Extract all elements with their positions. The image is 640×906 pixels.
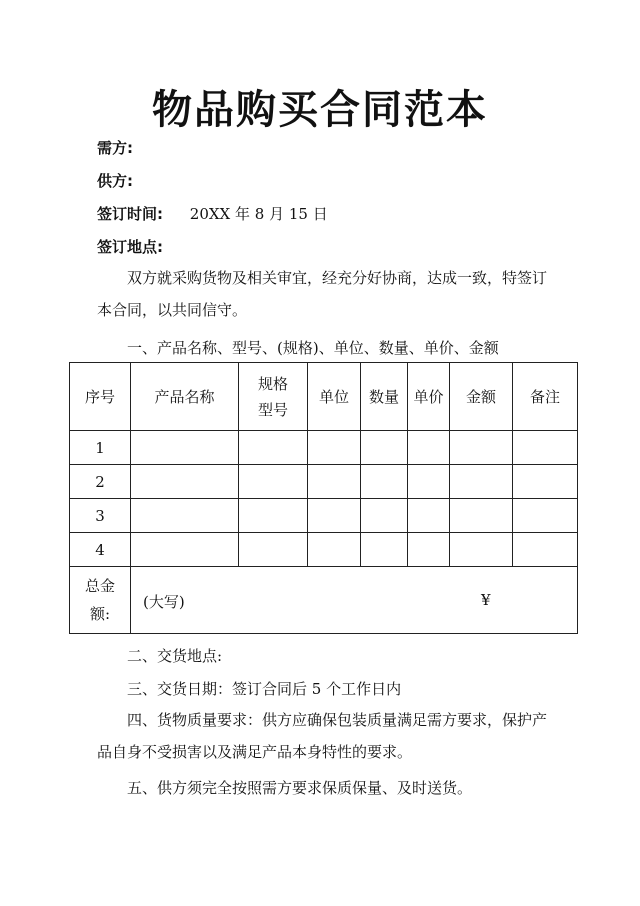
- total-amount-cell[interactable]: [131, 567, 578, 634]
- sign-place-label: 签订地点:: [97, 238, 163, 256]
- header-quantity: 数量: [361, 363, 408, 431]
- buyer-label: 需方:: [97, 139, 133, 157]
- table-row: [70, 499, 578, 533]
- cell[interactable]: [408, 499, 450, 533]
- cell[interactable]: [513, 499, 578, 533]
- cell[interactable]: [131, 499, 239, 533]
- cell[interactable]: [450, 431, 513, 465]
- cell[interactable]: [361, 499, 408, 533]
- row-index: 3: [70, 499, 131, 533]
- row-index: 4: [70, 533, 131, 567]
- cell[interactable]: [239, 499, 308, 533]
- cell[interactable]: [450, 499, 513, 533]
- table-header-row: [70, 363, 578, 431]
- cell[interactable]: [450, 533, 513, 567]
- sign-time-value: 20XX 年 8 月 15 日: [189, 205, 328, 223]
- header-remarks: 备注: [513, 363, 578, 431]
- section-3-heading: 三、交货日期：签订合同后 5 个工作日内: [127, 680, 402, 698]
- sign-time-row: [97, 203, 328, 224]
- cell[interactable]: [361, 533, 408, 567]
- total-daxie: (大写): [143, 593, 185, 611]
- table-row: [70, 533, 578, 567]
- cell[interactable]: [308, 499, 361, 533]
- header-unit: 单位: [308, 363, 361, 431]
- cell[interactable]: [239, 533, 308, 567]
- section-4-paragraph: 四、货物质量要求：供方应确保包装质量满足需方要求，保护产品自身不受损害以及满足产品本身特性的要求。: [97, 711, 548, 761]
- header-spec: [239, 363, 308, 431]
- total-yen: ¥: [481, 591, 491, 609]
- cell[interactable]: [513, 431, 578, 465]
- cell[interactable]: [131, 431, 239, 465]
- cell[interactable]: [513, 465, 578, 499]
- section-1-heading: 一、产品名称、型号、(规格)、单位、数量、单价、金额: [127, 339, 499, 357]
- header-product-name: 产品名称: [131, 363, 239, 431]
- cell[interactable]: [513, 533, 578, 567]
- cell[interactable]: [361, 431, 408, 465]
- total-row: [70, 567, 578, 634]
- row-index: 2: [70, 465, 131, 499]
- cell[interactable]: [239, 431, 308, 465]
- header-index: 序号: [70, 363, 131, 431]
- cell[interactable]: [308, 465, 361, 499]
- document-title: 物品购买合同范本: [152, 86, 488, 133]
- cell[interactable]: [408, 533, 450, 567]
- header-spec-text: 规格型号: [257, 374, 288, 419]
- table-row: [70, 465, 578, 499]
- sign-time-label: 签订时间:: [97, 205, 163, 223]
- cell[interactable]: [408, 465, 450, 499]
- total-label: 总金额:: [84, 577, 115, 623]
- section-2-heading: 二、交货地点:: [127, 647, 223, 665]
- cell[interactable]: [308, 431, 361, 465]
- cell[interactable]: [239, 465, 308, 499]
- total-label-cell: [70, 567, 131, 634]
- header-amount: 金额: [450, 363, 513, 431]
- row-index: 1: [70, 431, 131, 465]
- supplier-label: 供方:: [97, 172, 133, 190]
- table-row: [70, 431, 578, 465]
- cell[interactable]: [308, 533, 361, 567]
- cell[interactable]: [131, 533, 239, 567]
- cell[interactable]: [131, 465, 239, 499]
- cell[interactable]: [450, 465, 513, 499]
- section-5-heading: 五、供方须完全按照需方要求保质保量、及时送货。: [127, 779, 473, 797]
- header-unit-price: 单价: [408, 363, 450, 431]
- product-table: [69, 362, 578, 634]
- intro-paragraph: 双方就采购货物及相关审宜，经充分好协商，达成一致，特签订本合同，以共同信守。: [97, 269, 548, 319]
- cell[interactable]: [408, 431, 450, 465]
- cell[interactable]: [361, 465, 408, 499]
